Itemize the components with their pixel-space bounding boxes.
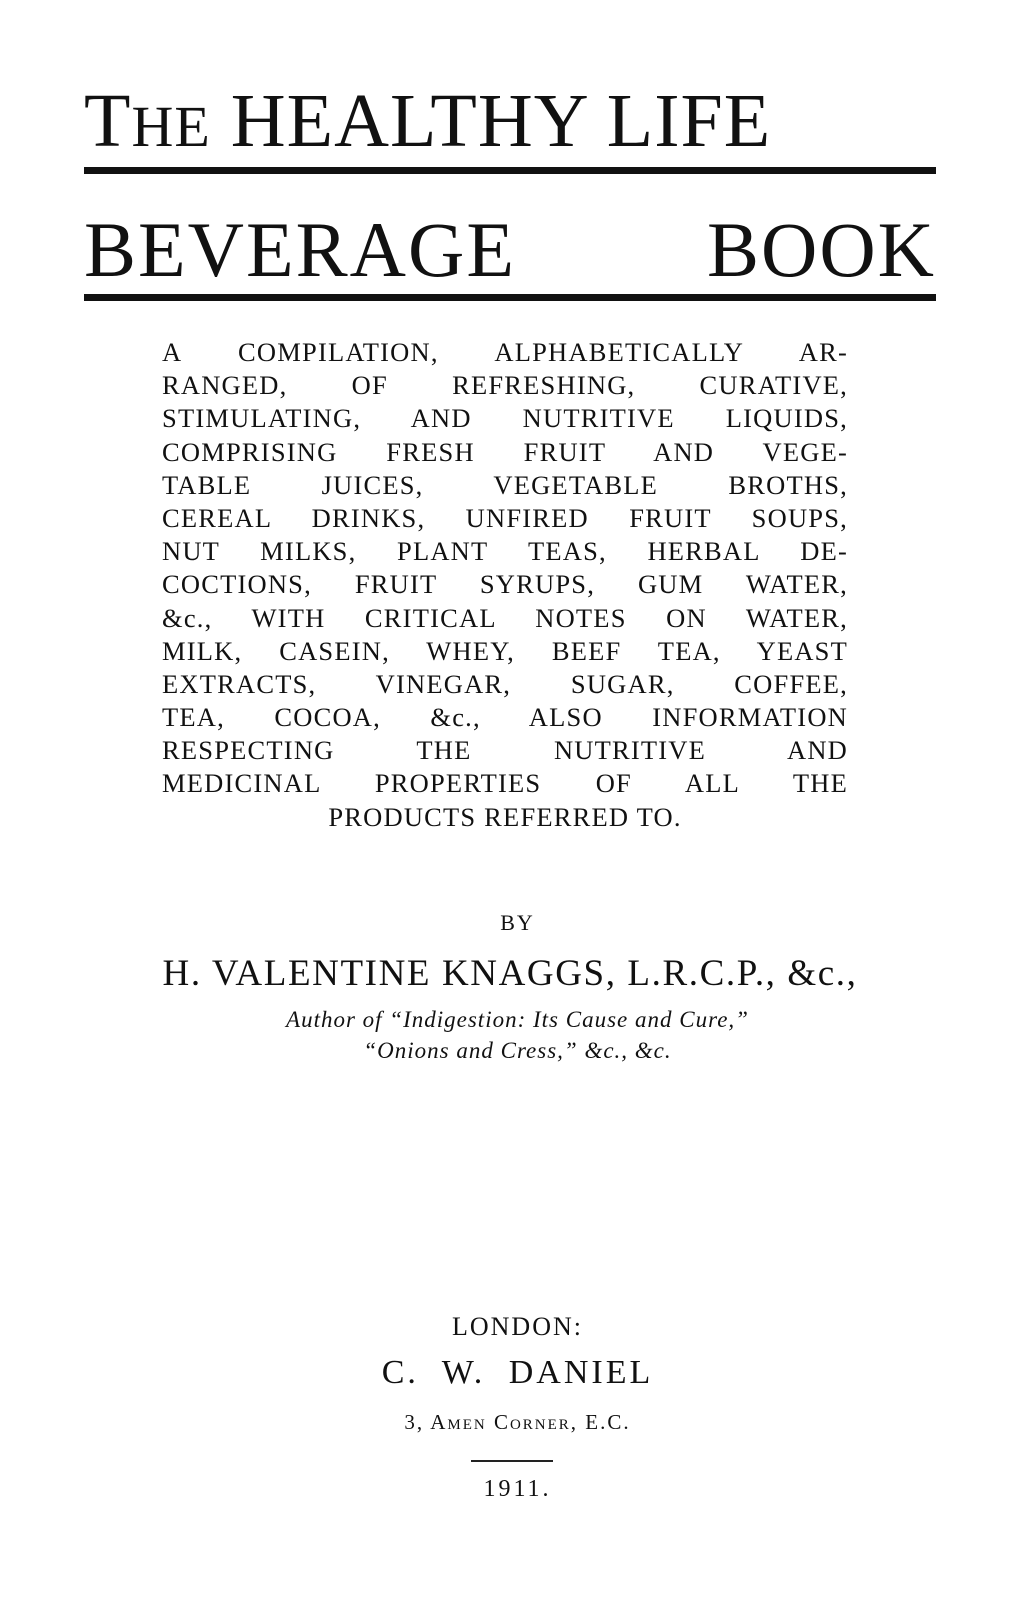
subtitle-line: &c., WITH CRITICAL NOTES ON WATER, bbox=[162, 602, 848, 633]
title-word-book: BOOK bbox=[706, 206, 936, 293]
subtitle-line: NUT MILKS, PLANT TEAS, HERBAL DE- bbox=[162, 536, 848, 567]
subtitle-line: RANGED, OF REFRESHING, CURATIVE, bbox=[162, 370, 848, 401]
subtitle-line: TABLE JUICES, VEGETABLE BROTHS, bbox=[162, 469, 848, 500]
title-initial: T bbox=[84, 79, 132, 163]
book-title-line-2 bbox=[84, 208, 936, 292]
subtitle-line: RESPECTING THE NUTRITIVE AND bbox=[162, 735, 848, 766]
by-label: BY bbox=[500, 910, 535, 935]
subtitle-line: COCTIONS, FRUIT SYRUPS, GUM WATER, bbox=[162, 569, 848, 600]
book-title-line-1 bbox=[84, 80, 936, 162]
book-subtitle bbox=[162, 336, 848, 834]
subtitle-line: A COMPILATION, ALPHABETICALLY AR- bbox=[162, 337, 848, 367]
author-name: H. VALENTINE KNAGGS, L.R.C.P., &c., bbox=[162, 953, 858, 994]
imprint-year: 1911. bbox=[483, 1476, 552, 1502]
subtitle-line: TEA, COCOA, &c., ALSO INFORMATION bbox=[162, 702, 848, 733]
title-word-beverage: BEVERAGE bbox=[84, 206, 516, 293]
subtitle-line: COMPRISING FRESH FRUIT AND VEGE- bbox=[162, 436, 848, 467]
imprint-divider bbox=[471, 1460, 553, 1462]
subtitle-line: MILK, CASEIN, WHEY, BEEF TEA, YEAST bbox=[162, 635, 848, 666]
title-main-words: HEALTHY LIFE bbox=[230, 79, 772, 163]
author-other-works bbox=[0, 1004, 1035, 1066]
imprint-publisher: C. W. DANIEL bbox=[381, 1354, 654, 1391]
title-rule-top bbox=[84, 167, 936, 174]
imprint-address: 3, Amen Corner, E.C. bbox=[404, 1410, 631, 1434]
subtitle-line: STIMULATING, AND NUTRITIVE LIQUIDS, bbox=[162, 403, 848, 434]
other-works-line-1: Author of “Indigestion: Its Cause and Cure,” bbox=[286, 1007, 749, 1032]
subtitle-line-last: PRODUCTS REFERRED TO. bbox=[328, 801, 682, 832]
subtitle-line: EXTRACTS, VINEGAR, SUGAR, COFFEE, bbox=[162, 668, 848, 699]
other-works-line-2: “Onions and Cress,” &c., &c. bbox=[363, 1038, 672, 1063]
imprint-city: LONDON: bbox=[452, 1312, 583, 1341]
title-rule-bottom bbox=[84, 294, 936, 301]
title-small-caps: HE bbox=[131, 94, 211, 159]
subtitle-line: MEDICINAL PROPERTIES OF ALL THE bbox=[162, 768, 848, 799]
subtitle-line: CEREAL DRINKS, UNFIRED FRUIT SOUPS, bbox=[162, 502, 848, 533]
